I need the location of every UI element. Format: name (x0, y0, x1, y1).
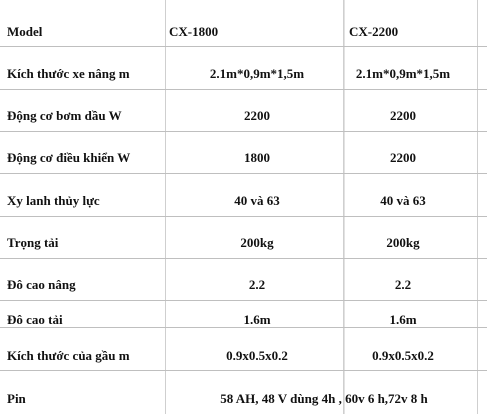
row-label-pin: Pin (7, 391, 26, 406)
row-divider (0, 300, 487, 301)
row-value-cx1800: 0.9x0.5x0.2 (226, 348, 288, 363)
row-label: Đô cao tải (7, 312, 63, 327)
column-divider (477, 0, 478, 414)
row-divider (0, 370, 487, 371)
row-divider (0, 173, 487, 174)
row-label: Đô cao nâng (7, 277, 76, 292)
row-divider (0, 89, 487, 90)
row-value-cx2200: 200kg (386, 235, 420, 250)
row-divider (0, 327, 487, 328)
row-value-cx2200: 2.1m*0,9m*1,5m (355, 66, 451, 81)
row-divider (0, 216, 487, 217)
row-label: Động cơ điều khiển W (7, 150, 131, 165)
row-divider (0, 131, 487, 132)
row-value-cx1800: 2200 (244, 108, 270, 123)
row-value-cx2200: 40 và 63 (380, 193, 426, 208)
row-value-cx1800: 1.6m (243, 312, 271, 327)
row-value-cx2200: 2200 (390, 150, 416, 165)
row-value-cx1800: 40 và 63 (234, 193, 280, 208)
row-label: Xy lanh thủy lực (7, 193, 100, 208)
row-value-cx1800: 1800 (244, 150, 270, 165)
row-divider (0, 258, 487, 259)
row-label: Trọng tải (7, 235, 59, 250)
row-value-pin: 58 AH, 48 V dùng 4h , 60v 6 h,72v 8 h (220, 391, 428, 406)
row-value-cx1800: 2.1m*0,9m*1,5m (209, 66, 305, 81)
row-value-cx2200: 0.9x0.5x0.2 (372, 348, 434, 363)
column-divider (165, 0, 166, 414)
row-label: Kích thước xe nâng m (7, 66, 130, 81)
row-value-cx2200: 2.2 (394, 277, 412, 292)
row-value-cx2200: 2200 (390, 108, 416, 123)
row-divider (0, 46, 487, 47)
header-cx2200: CX-2200 (349, 24, 399, 39)
row-value-cx1800: 200kg (240, 235, 274, 250)
row-label: Kích thước của gầu m (7, 348, 130, 363)
row-value-cx2200: 1.6m (389, 312, 417, 327)
header-model-label: Model (7, 24, 43, 39)
header-cx1800: CX-1800 (169, 24, 219, 39)
row-label: Động cơ bơm dầu W (7, 108, 122, 123)
row-value-cx1800: 2.2 (248, 277, 266, 292)
